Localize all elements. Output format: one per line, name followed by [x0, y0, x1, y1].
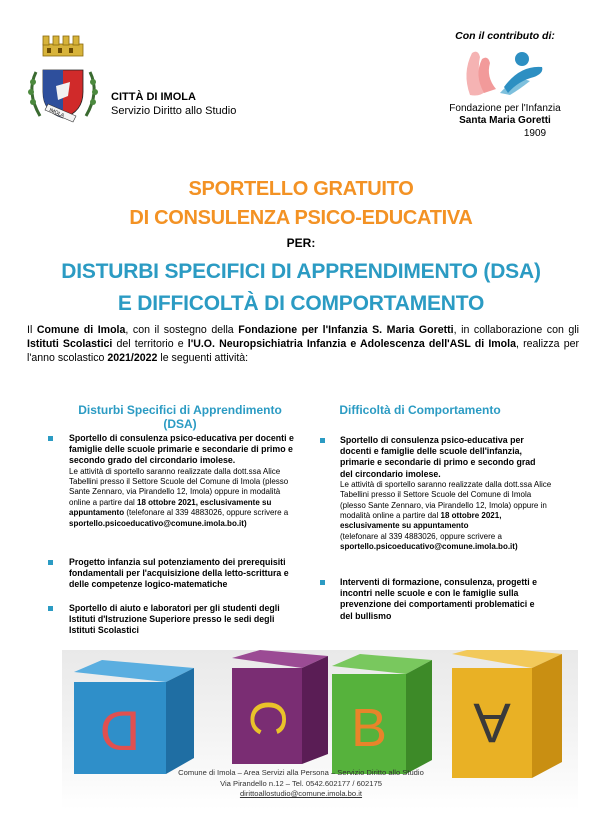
svg-text:IMOLA: IMOLA: [48, 107, 65, 119]
block-a: [452, 650, 562, 778]
city-heading: [111, 90, 236, 118]
foundation-logo: [460, 47, 550, 99]
bullet-icon: [48, 436, 53, 441]
city-name: CITTÀ DI IMOLA: [111, 91, 196, 103]
left-column-heading: Disturbi Specifici di Apprendimento (DSA): [78, 403, 282, 431]
svg-text:C: C: [240, 699, 296, 737]
city-crest: [18, 30, 108, 130]
bullet-icon: [48, 560, 53, 565]
right-item-1: Sportello di consulenza psico-educativa per docenti e famiglie delle scuole dell'infanzia, primarie e secondarie di primo e secondo grad del circondario imolese. Le attività di sportello saranno realizzate dalla dott.ssa Alice Tabellini presso il Settore Scuole del Comune di Imola (plesso Sante Zennaro, via Pirandello 12, Imola) oppure in modalità online a partire dal 18 ottobre 2021, esclusivamente su appuntamento (telefonare al 339 4883026, oppure scrivere a sportello.psicoeducativo@comune.imola.bo.it): [340, 435, 552, 552]
bullet-icon: [320, 438, 325, 443]
right-column-heading: Difficoltà di Comportamento: [339, 403, 501, 417]
sponsor-year: 1909: [523, 127, 547, 139]
svg-text:D: D: [99, 699, 141, 762]
left-item-3: Sportello di aiuto e laboratori per gli studenti degli Istituti d'Istruzione Superiore presso le sedi degli Istituti Scolastici: [69, 603, 280, 636]
svg-text:B: B: [350, 698, 388, 758]
sponsor-org-line1: Fondazione per l'Infanzia: [449, 102, 561, 114]
left-item-2: Progetto infanzia sul potenziamento dei prerequisiti fondamentali per l'acquisizione della letto-scrittura e delle competenze logico-matematiche: [69, 557, 289, 590]
title-line-3: DISTURBI SPECIFICI DI APPRENDIMENTO (DSA): [61, 260, 541, 283]
intro-paragraph: Il Comune di Imola, con il sostegno della Fondazione per l'Infanzia S. Maria Goretti, in collaborazione con gli Istituti Scolastici del territorio e l'U.O. Neuropsichiatria Infanzia e Adolescenza dell'ASL di Imola, realizza per l'anno scolastico 2021/2022 le seguenti attività:: [27, 324, 580, 364]
svg-text:A: A: [473, 692, 511, 755]
sponsor-lead: Con il contributo di:: [455, 30, 555, 42]
title-line-4: E DIFFICOLTÀ DI COMPORTAMENTO: [117, 292, 485, 315]
left-item-1: Sportello di consulenza psico-educativa per docenti e famiglie delle scuole primarie e secondarie di primo e secondo grado del circondario imolese. Le attività di sportello saranno realizzate dalla dott.ssa Alice Tabellini presso il Settore Scuole del Comune di Imola (plesso Sante Zennaro, via Pirandello 12, Imola) oppure in modalità online a partire dal 18 ottobre 2021, esclusivamente su appuntamento (telefonare al 339 4883026, oppure scrivere a sportello.psicoeducativo@comune.imola.bo.it): [69, 433, 294, 528]
title-line-2: DI CONSULENZA PSICO-EDUCATIVA: [129, 207, 473, 229]
right-item-2: Interventi di formazione, consulenza, progetti e incontri nelle scuole e con le famiglie sulla prevenzione dei comportamenti problematici e del bullismo: [340, 577, 537, 621]
title-per: PER:: [286, 236, 316, 250]
footer: [150, 768, 452, 800]
footer-line-2: Via Pirandello n.12 – Tel. 0542.602177 / 602175: [220, 778, 382, 788]
city-service: Servizio Diritto allo Studio: [111, 105, 237, 117]
footer-email-link[interactable]: dirittoallostudio@comune.imola.bo.it: [239, 789, 363, 799]
bullet-icon: [320, 580, 325, 585]
bullet-icon: [48, 606, 53, 611]
sponsor-org-line2: Santa Maria Goretti: [459, 115, 551, 126]
title-line-1: SPORTELLO GRATUITO: [188, 178, 414, 200]
footer-line-1: Comune di Imola – Area Servizi alla Persona – Servizio Diritto allo Studio: [178, 768, 424, 777]
sponsor-block: [430, 30, 580, 140]
